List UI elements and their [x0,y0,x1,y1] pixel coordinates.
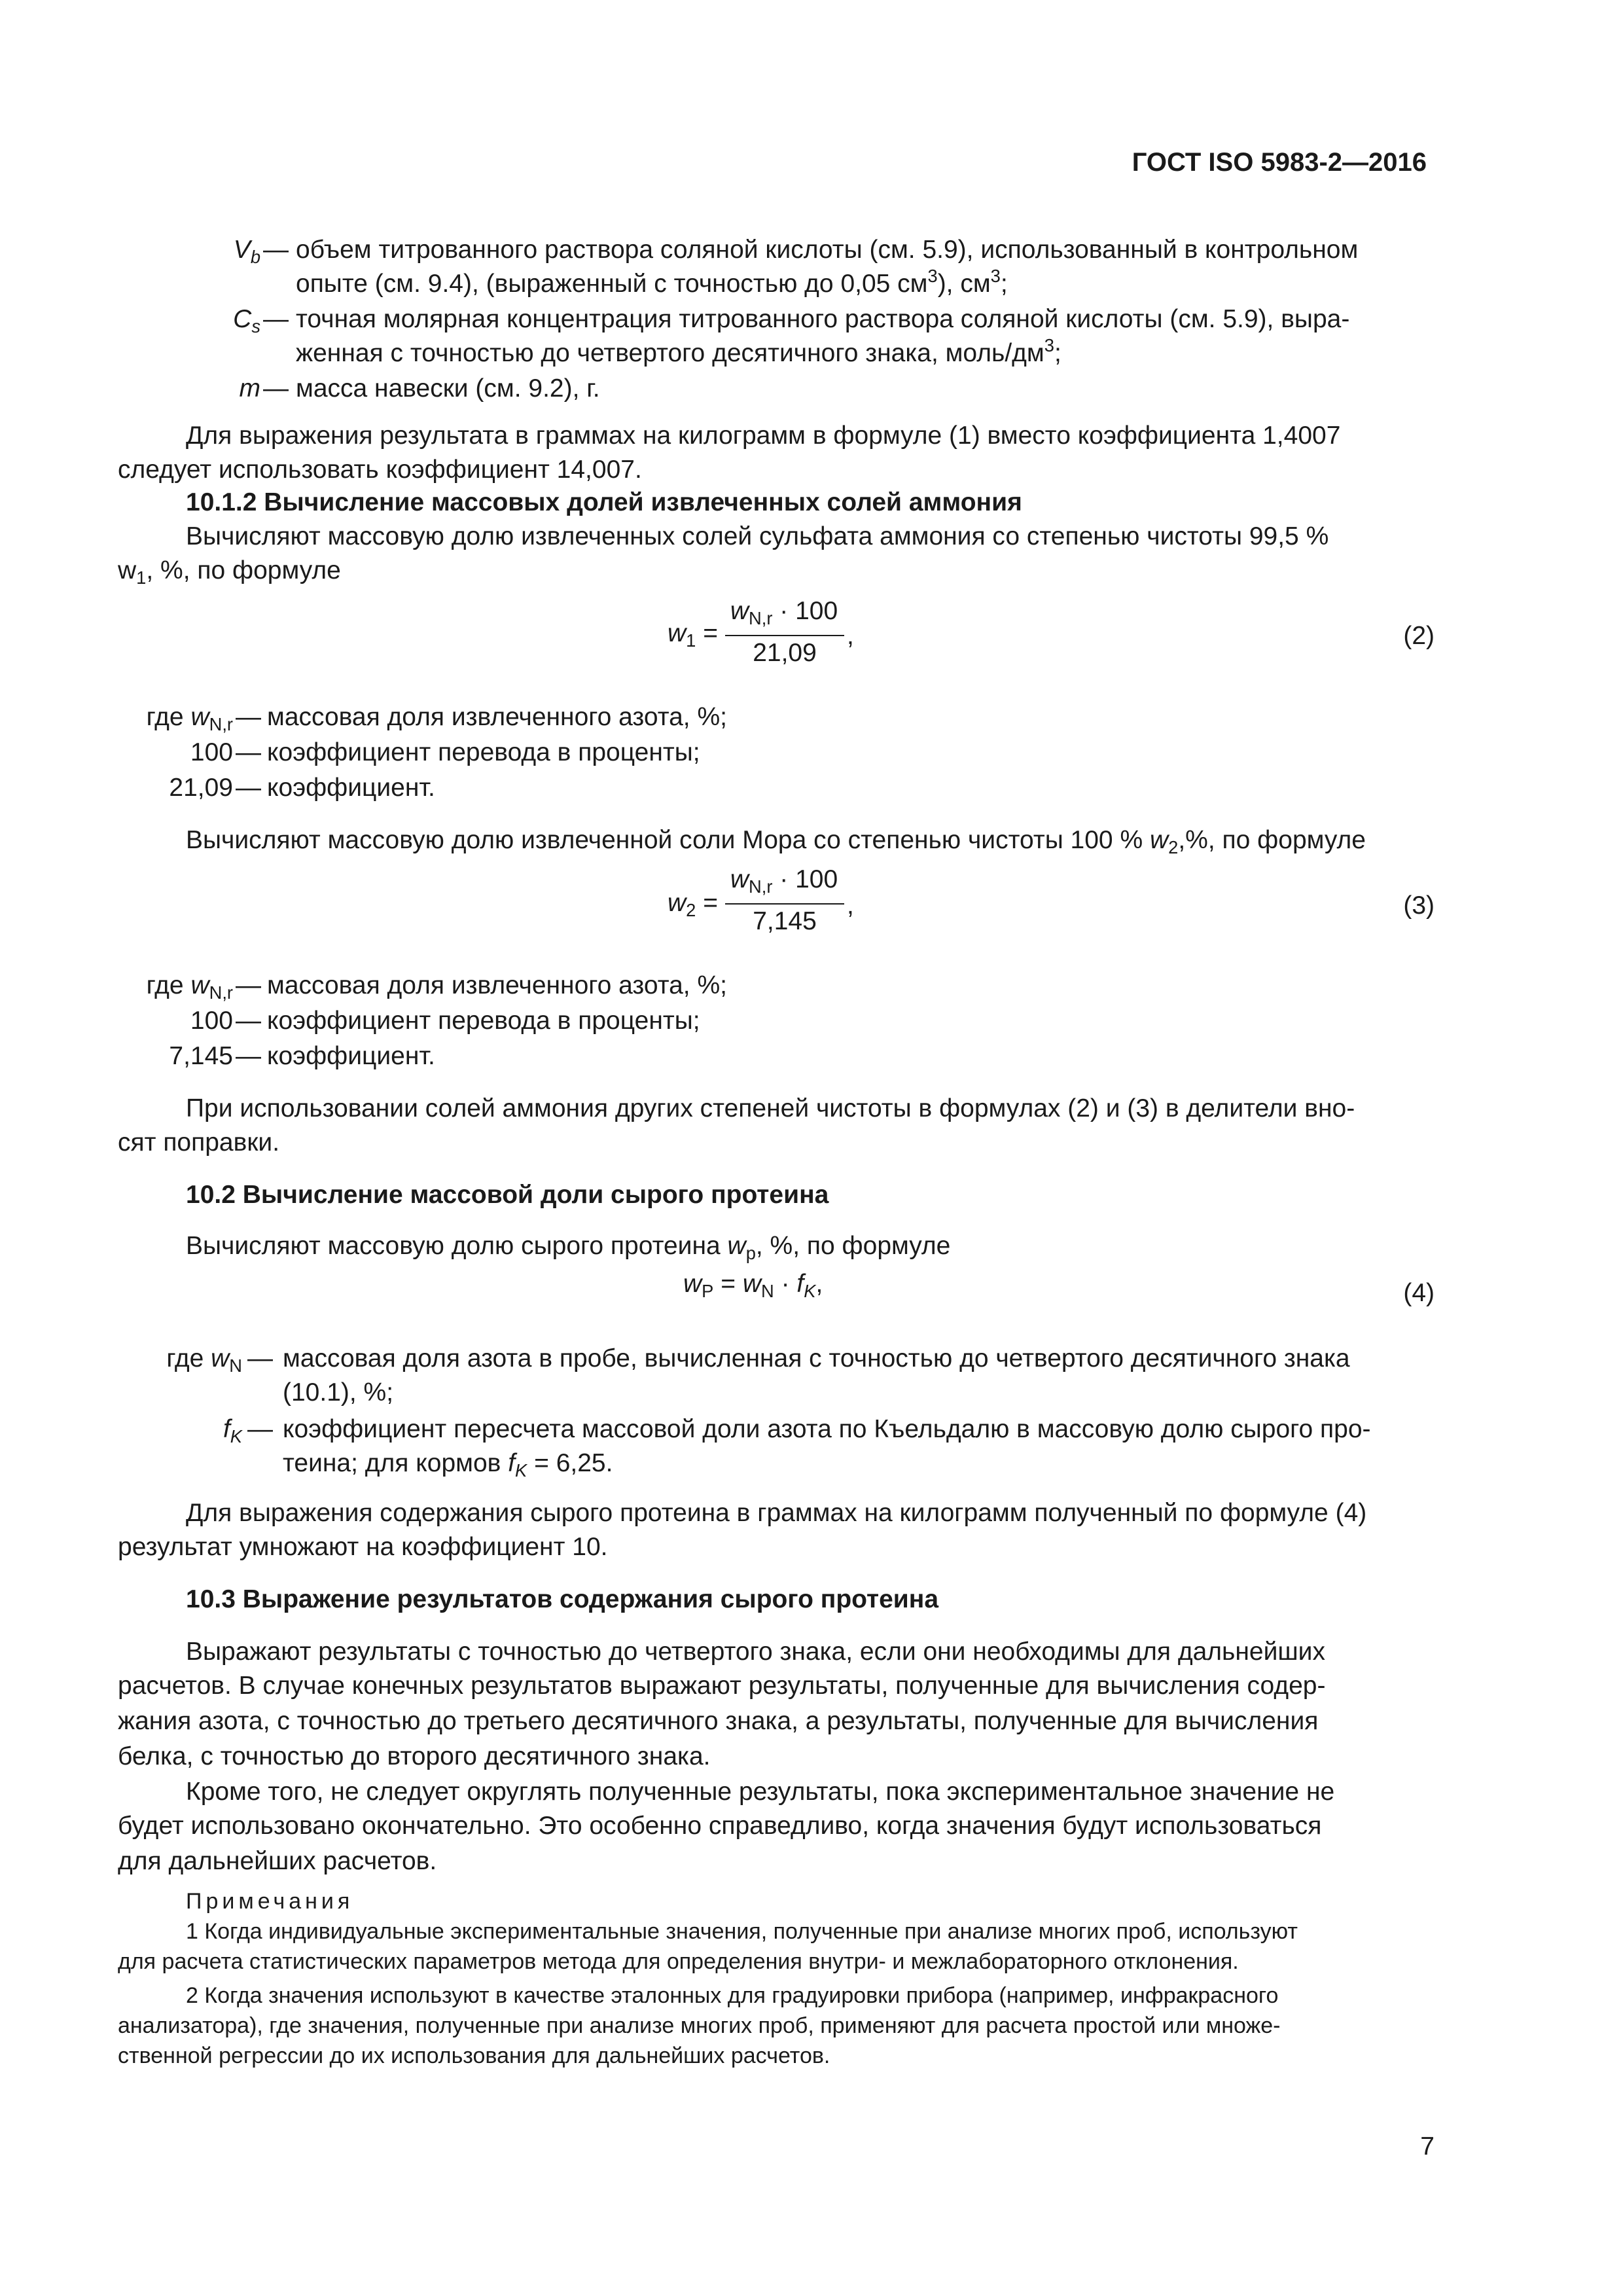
where2-text-2: коэффициент перевода в проценты; [267,738,700,766]
where-dash: — [236,774,261,802]
paragraph-line: для дальнейших расчетов. [118,1847,437,1875]
def-dash: — [263,236,289,264]
def-symbol-m: m [239,374,260,403]
where-dash: — [247,1415,273,1443]
eq2-numerator: $w_{N,r} \cdot 100$ [730,597,838,629]
eq3-lhs: $w_2$ = [668,889,718,921]
where-dash: — [236,1007,261,1035]
where-dash: — [236,1042,261,1070]
eq4-expression: $w_P = w_N \cdot f_K$, [683,1270,823,1302]
def-vb-line1: объем титрованного раствора соляной кислоты (см. 5.9), использованный в контрольном [296,236,1359,264]
def-cs-line2: женная с точностью до четвертого десятичного знака, моль/$дм^3$; [296,335,1061,367]
where3-text-3: коэффициент. [267,1042,435,1070]
where-dash: — [236,703,261,731]
paragraph-other-purity-line1: При использовании солей аммония других степеней чистоты в формулах (2) и (3) в делители вно- [186,1094,1355,1122]
standard-header: ГОСТ ISO 5983-2—2016 [1132,148,1427,177]
def-dash: — [263,374,289,403]
paragraph-mohr: Вычисляют массовую долю извлеченной соли Мора со степенью чистоты 100 % $w_2,\%$, по формуле [186,826,1366,858]
paragraph-protein-kg-line2: результат умножают на коэффициент 10. [118,1533,608,1561]
paragraph-ammonium-line2: $w_1$, %, по формуле [118,556,341,588]
paragraph-line: белка, с точностью до второго десятичного знака. [118,1742,711,1770]
where2-label-wnr: где $w_{N,r}$ [146,703,233,735]
where2-label-2109: 21,09 [169,774,233,802]
note-2-line2: анализатора), где значения, полученные при анализе многих проб, применяют для расчета простой или множе- [118,2013,1281,2038]
where3-label-7145: 7,145 [169,1042,233,1070]
where-dash: — [247,1344,273,1372]
paragraph-coefficient-line1: Для выражения результата в граммах на килограмм в формуле (1) вместо коэффициента 1,4007 [186,422,1341,450]
paragraph-coefficient-line2: следует использовать коэффициент 14,007. [118,456,642,484]
paragraph-ammonium-line1: Вычисляют массовую долю извлеченных солей сульфата аммония со степенью чистоты 99,5 % [186,522,1329,550]
paragraph-line: будет использовано окончательно. Это особенно справедливо, когда значения будут использоваться [118,1812,1322,1840]
def-symbol-vb: $V_b$ [233,236,260,268]
eq2-denominator: 21,09 [753,639,817,667]
notes-title: Примечания [186,1889,354,1914]
eq3-comma: , [847,891,854,920]
where2-text-1: массовая доля извлеченного азота, %; [267,703,727,731]
paragraph-line: Выражают результаты с точностью до четвертого знака, если они необходимы для дальнейших [186,1638,1325,1666]
def-dash: — [263,305,289,333]
eq2-fraction-bar [725,635,844,636]
where4-label-fk: $f_K$ [223,1415,242,1447]
eq3-denominator: 7,145 [753,907,817,935]
eq2-comma: , [847,622,854,650]
where-dash: — [236,738,261,766]
eq4-number: (4) [1403,1279,1435,1307]
section-heading-10-2: 10.2 Вычисление массовой доли сырого протеина [186,1181,829,1209]
section-heading-10-1-2: 10.1.2 Вычисление массовых долей извлеченных солей аммония [186,488,1022,516]
note-2-line1: 2 Когда значения используют в качестве эталонных для градуировки прибора (например, инфракрасного [186,1983,1279,2008]
where4-text-1-line1: массовая доля азота в пробе, вычисленная с точностью до четвертого десятичного знака [283,1344,1350,1372]
eq2-number: (2) [1403,622,1435,650]
note-1-line2: для расчета статистических параметров метода для определения внутри- и межлабораторного отклонения. [118,1949,1239,1974]
eq3-numerator: $w_{N,r} \cdot 100$ [730,865,838,897]
where4-text-1-line2: (10.1), %; [283,1378,394,1407]
def-cs-line1: точная молярная концентрация титрованного раствора соляной кислоты (см. 5.9), выра- [296,305,1350,333]
where-dash: — [236,971,261,999]
def-m-text: масса навески (см. 9.2), г. [296,374,600,403]
where4-label-wn: где $w_N$ [166,1344,242,1376]
where2-label-100: 100 [190,738,233,766]
section-heading-10-3: 10.3 Выражение результатов содержания сырого протеина [186,1585,939,1613]
eq2-lhs: $w_1$ = [668,619,718,651]
note-2-line3: ственной регрессии до их использования для дальнейших расчетов. [118,2043,830,2068]
where3-label-wnr: где $w_{N,r}$ [146,971,233,1003]
page-number: 7 [1420,2132,1435,2161]
eq3-fraction-bar [725,903,844,905]
def-vb-line2: опыте (см. 9.4), (выраженный с точностью до 0,05 $см^3$), $см^3$; [296,266,1008,298]
paragraph-line: жания азота, с точностью до третьего десятичного знака, а результаты, полученные для вычисления [118,1707,1319,1735]
def-symbol-cs: $C_s$ [233,305,260,337]
paragraph-line: Кроме того, не следует округлять полученные результаты, пока экспериментальное значение не [186,1778,1335,1806]
where3-text-2: коэффициент перевода в проценты; [267,1007,700,1035]
paragraph-other-purity-line2: сят поправки. [118,1128,280,1157]
paragraph-protein-intro: Вычисляют массовую долю сырого протеина $w_p$, %, по формуле [186,1232,951,1264]
where3-label-100: 100 [190,1007,233,1035]
where3-text-1: массовая доля извлеченного азота, %; [267,971,727,999]
paragraph-line: расчетов. В случае конечных результатов выражают результаты, полученные для вычисления содер- [118,1672,1326,1700]
note-1-line1: 1 Когда индивидуальные экспериментальные значения, полученные при анализе многих проб, используют [186,1919,1298,1944]
where4-text-2-line1: коэффициент пересчета массовой доли азота по Къельдалю в массовую долю сырого про- [283,1415,1371,1443]
eq3-number: (3) [1403,891,1435,920]
where2-text-3: коэффициент. [267,774,435,802]
where4-text-2-line2: теина; для кормов $f_K = 6,25$. [283,1449,613,1481]
paragraph-protein-kg-line1: Для выражения содержания сырого протеина в граммах на килограмм полученный по формуле (4) [186,1499,1367,1527]
